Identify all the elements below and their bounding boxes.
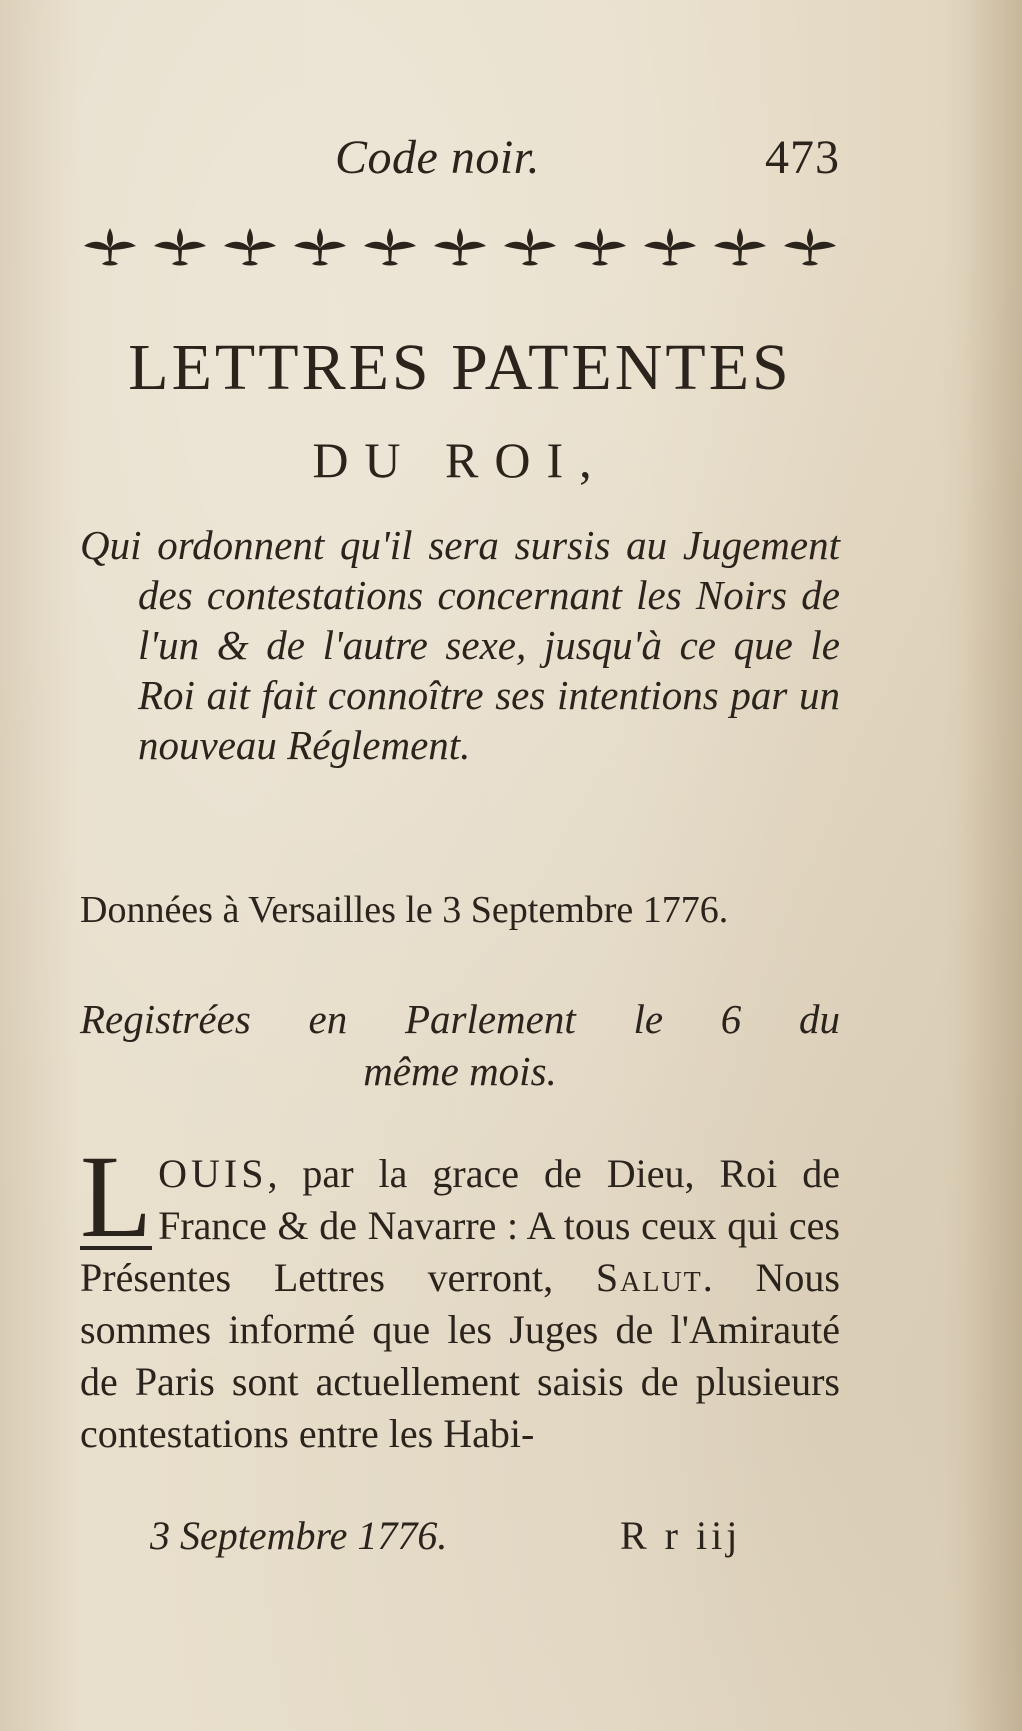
running-head <box>80 130 840 194</box>
fleuron-icon <box>80 224 140 270</box>
fleuron-icon <box>220 224 280 270</box>
registration-word: 6 <box>720 996 742 1042</box>
date-given: Données à Versailles le 3 Septembre 1776. <box>80 889 729 931</box>
page-gutter-shadow <box>962 0 1022 1731</box>
fleuron-icon <box>150 224 210 270</box>
running-head-title: Code noir. <box>335 131 541 184</box>
registration-word: en <box>308 996 348 1042</box>
drop-cap: L <box>80 1131 153 1262</box>
summary-paragraph: Qui ordonnent qu'il sera sursis au Jugement des contestations concernant les Noirs de l'un & de l'autre sexe, jusqu'à ce que le Roi ait fait connoître ses intentions par un nouveau Réglement. <box>80 522 840 768</box>
body-text-part-1: , par la grace de Dieu, Roi de France & de Navarre : A tous ceux qui ces Présentes Lettres verront, <box>80 1151 840 1300</box>
fleuron-icon <box>570 224 630 270</box>
salut-word: Salut <box>595 1255 703 1300</box>
fleuron-icon <box>500 224 560 270</box>
registration-word: du <box>798 996 840 1042</box>
footer-date: 3 Septembre 1776. <box>150 1513 448 1558</box>
fleuron-icon <box>290 224 350 270</box>
page-title: LETTRES PATENTES <box>128 331 792 404</box>
page-subtitle: DU ROI, <box>312 432 608 488</box>
first-word: OUIS <box>158 1151 268 1196</box>
fleuron-icon <box>710 224 770 270</box>
registration-word: le <box>633 996 664 1042</box>
registration-word: Registrées <box>80 996 251 1042</box>
page-footer <box>80 1512 840 1566</box>
body-text-part-2: . Nous sommes informé que les Juges de l'Amirauté de Paris sont actuellement saisis de plusieurs contestations entre les Habi- <box>80 1255 840 1456</box>
body-text <box>80 1131 840 1460</box>
fleuron-icon <box>430 224 490 270</box>
fleuron-icon <box>780 224 840 270</box>
fleuron-icon <box>360 224 420 270</box>
registration-note <box>80 993 840 1097</box>
page-number: 473 <box>765 131 840 184</box>
registration-line-2: même mois. <box>363 1048 557 1094</box>
ornament-band <box>80 222 840 272</box>
registration-line-1 <box>80 993 840 1045</box>
registration-word: Parlement <box>404 996 576 1042</box>
fleuron-icon <box>640 224 700 270</box>
signature-mark: R r iij <box>620 1513 742 1558</box>
